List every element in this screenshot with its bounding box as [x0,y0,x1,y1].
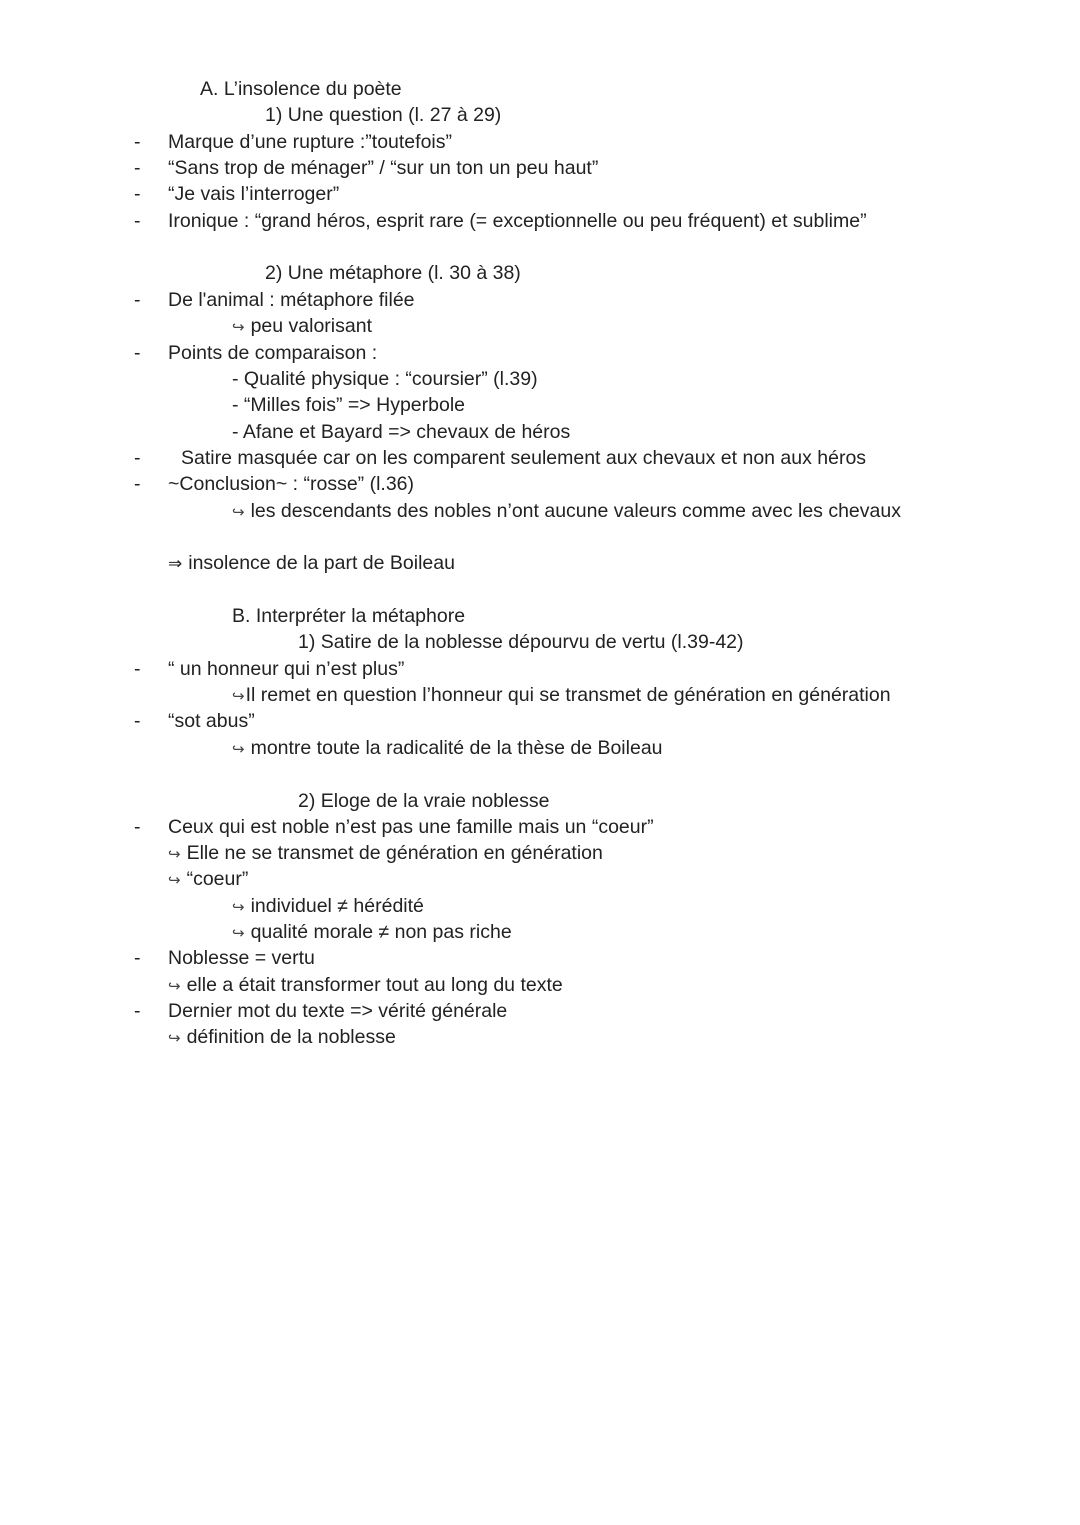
list-subitem: ↪ montre toute la radicalité de la thèse de Boileau [232,736,663,762]
hook-arrow-icon: ↪ [232,925,245,942]
list-item: Points de comparaison : [168,342,378,364]
subsection-a2-heading: 2) Une métaphore (l. 30 à 38) [265,262,521,284]
bullet-dash: - [134,473,141,495]
bullet-dash: - [134,183,141,205]
bullet-dash: - [134,210,141,232]
list-subitem: ↪ Elle ne se transmet de génération en génération [168,841,603,867]
list-subitem: ↪ définition de la noblesse [168,1025,396,1051]
hook-arrow-icon: ↪ [232,319,245,336]
list-item: Ceux qui est noble n’est pas une famille mais un “coeur” [168,816,654,838]
list-subitem: ↪ individuel ≠ hérédité [232,894,424,920]
hook-arrow-icon: ↪ [232,741,245,758]
hook-arrow-icon: ↪ [168,978,181,995]
bullet-dash: - [134,157,141,179]
list-item: ~Conclusion~ : “rosse” (l.36) [168,473,415,495]
section-a-result: ⇒ insolence de la part de Boileau [168,552,455,574]
bullet-dash: - [134,658,141,680]
list-item: “ un honneur qui n’est plus” [168,658,405,680]
list-subitem: ↪Il remet en question l’honneur qui se transmet de génération en génération [232,683,891,709]
section-a-heading: A. L’insolence du poète [200,78,402,100]
hook-arrow-icon: ↪ [168,872,181,889]
list-item: Ironique : “grand héros, esprit rare (= exceptionnelle ou peu fréquent) et sublime” [168,210,867,232]
list-item: Marque d’une rupture :”toutefois” [168,131,452,153]
subsection-a1-heading: 1) Une question (l. 27 à 29) [265,104,502,126]
bullet-dash: - [134,947,141,969]
list-subitem: ↪ elle a était transformer tout au long du texte [168,973,563,999]
list-item: Noblesse = vertu [168,947,315,969]
hook-arrow-icon: ↪ [232,504,245,521]
bullet-dash: - [134,447,141,469]
list-subitem: - Qualité physique : “coursier” (l.39) [232,368,538,390]
bullet-dash: - [134,289,141,311]
bullet-dash: - [134,816,141,838]
bullet-dash: - [134,131,141,153]
list-item: Satire masquée car on les comparent seulement aux chevaux et non aux héros [181,447,867,469]
list-item: “Je vais l’interroger” [168,183,340,205]
list-subitem: - “Milles fois” => Hyperbole [232,394,465,416]
hook-arrow-icon: ↪ [168,1030,181,1047]
list-item: “Sans trop de ménager” / “sur un ton un peu haut” [168,157,599,179]
bullet-dash: - [134,1000,141,1022]
list-subitem: - Afane et Bayard => chevaux de héros [232,421,571,443]
list-subitem: ↪ peu valorisant [232,314,372,340]
list-subitem: ↪ qualité morale ≠ non pas riche [232,920,512,946]
list-item: De l'animal : métaphore filée [168,289,415,311]
list-subitem: ↪ les descendants des nobles n’ont aucune valeurs comme avec les chevaux [232,499,901,525]
hook-arrow-icon: ↪ [168,846,181,863]
list-subitem: ↪ “coeur” [168,867,248,893]
bullet-dash: - [134,710,141,732]
list-item: Dernier mot du texte => vérité générale [168,1000,508,1022]
subsection-b1-heading: 1) Satire de la noblesse dépourvu de vertu (l.39-42) [298,631,744,653]
hook-arrow-icon: ↪ [232,688,245,705]
bullet-dash: - [134,342,141,364]
subsection-b2-heading: 2) Eloge de la vraie noblesse [298,790,550,812]
double-arrow-icon: ⇒ [168,554,183,573]
hook-arrow-icon: ↪ [232,899,245,916]
list-item: “sot abus” [168,710,255,732]
section-b-heading: B. Interpréter la métaphore [232,605,466,627]
